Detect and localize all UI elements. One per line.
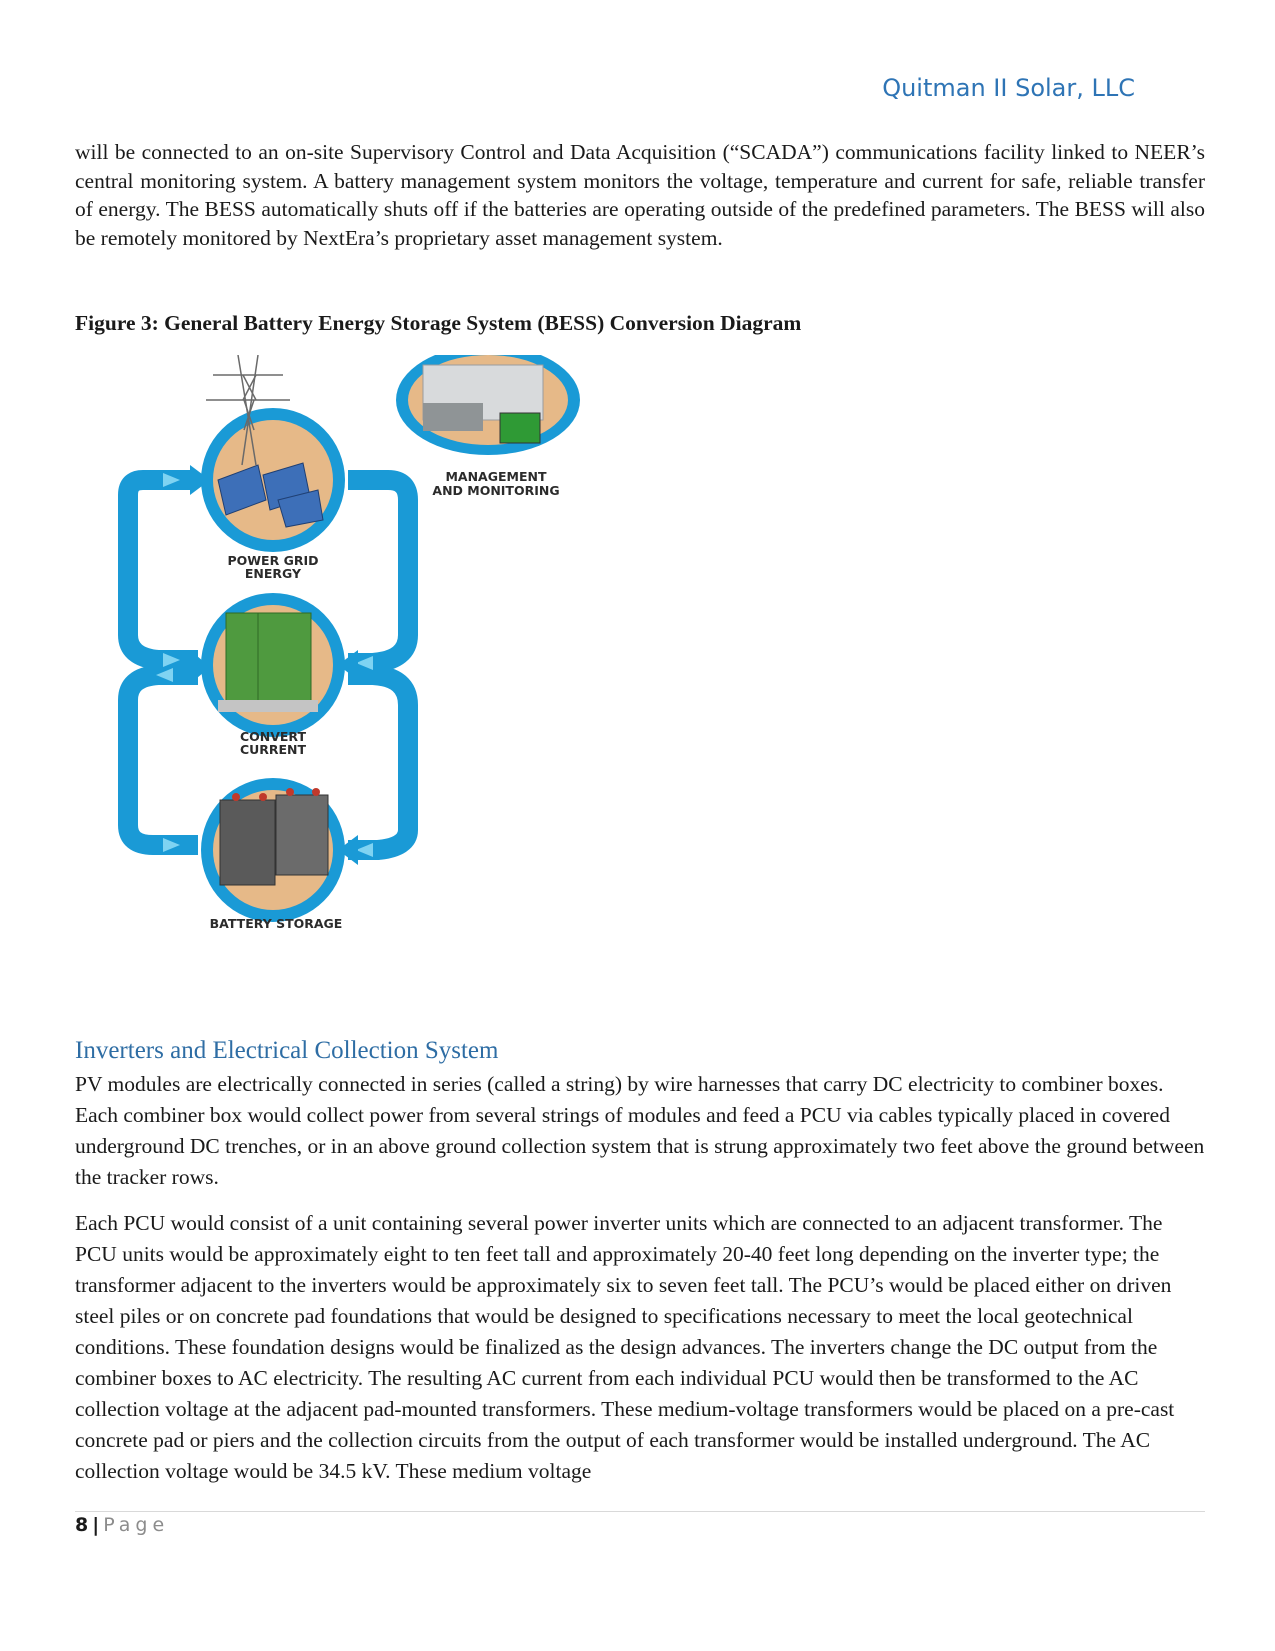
section-heading: Inverters and Electrical Collection System	[75, 1037, 499, 1064]
management-node	[396, 355, 580, 455]
figure-caption: Figure 3: General Battery Energy Storage System (BESS) Conversion Diagram	[75, 311, 802, 335]
document-header: Quitman II Solar, LLC	[882, 74, 1135, 102]
label-power-grid: POWER GRID	[227, 553, 319, 568]
footer-separator: |	[92, 1514, 100, 1536]
battery-icon	[220, 800, 275, 885]
label-energy: ENERGY	[244, 566, 302, 581]
laptop-icon	[500, 413, 540, 443]
page-number: 8	[75, 1514, 89, 1536]
page-word: Page	[103, 1514, 170, 1536]
label-monitoring: AND MONITORING	[432, 483, 560, 498]
label-management: MANAGEMENT	[445, 469, 547, 484]
transformer-icon	[226, 613, 311, 701]
label-convert: CONVERT	[239, 729, 307, 744]
power-grid-node	[201, 355, 345, 552]
page-footer	[75, 1514, 169, 1536]
body-paragraph: PV modules are electrically connected in series (called a string) by wire harnesses that carry DC electricity to combiner boxes. Each combiner box would collect power from several strings of modules and feed a PCU via cables typically placed in covered underground DC trenches, or in an above ground collection system that is strung approximately two feet above the ground between the tracker rows.	[75, 1072, 1205, 1189]
bess-conversion-diagram	[118, 355, 628, 995]
label-current: CURRENT	[239, 742, 307, 757]
footer-divider	[75, 1511, 1205, 1512]
body-paragraph: will be connected to an on-site Supervisory Control and Data Acquisition (“SCADA”) communications facility linked to NEER’s central monitoring system. A battery management system monitors the voltage, temperature and current for safe, reliable transfer of energy. The BESS automatically shuts off if the batteries are operating outside of the predefined parameters. The BESS will also be remotely monitored by NextEra’s proprietary asset management system.	[75, 140, 1205, 250]
battery-storage-node	[201, 778, 345, 922]
convert-current-node	[201, 593, 345, 737]
body-paragraph: Each PCU would consist of a unit containing several power inverter units which are connected to an adjacent transformer. The PCU units would be approximately eight to ten feet tall and approximately 20-40 feet long depending on the inverter type; the transformer adjacent to the inverters would be approximately six to seven feet tall. The PCU’s would be placed either on driven steel piles or on concrete pad foundations that would be designed to specifications necessary to meet the local geotechnical conditions. These foundation designs would be finalized as the design advances. The inverters change the DC output from the combiner boxes to AC electricity. The resulting AC current from each individual PCU would then be transformed to the AC collection voltage at the adjacent pad-mounted transformers. These medium-voltage transformers would be placed on a pre-cast concrete pad or piers and the collection circuits from the output of each transformer would be installed underground. The AC collection voltage would be 34.5 kV. These medium voltage	[75, 1211, 1175, 1483]
label-battery-storage: BATTERY STORAGE	[209, 916, 343, 931]
